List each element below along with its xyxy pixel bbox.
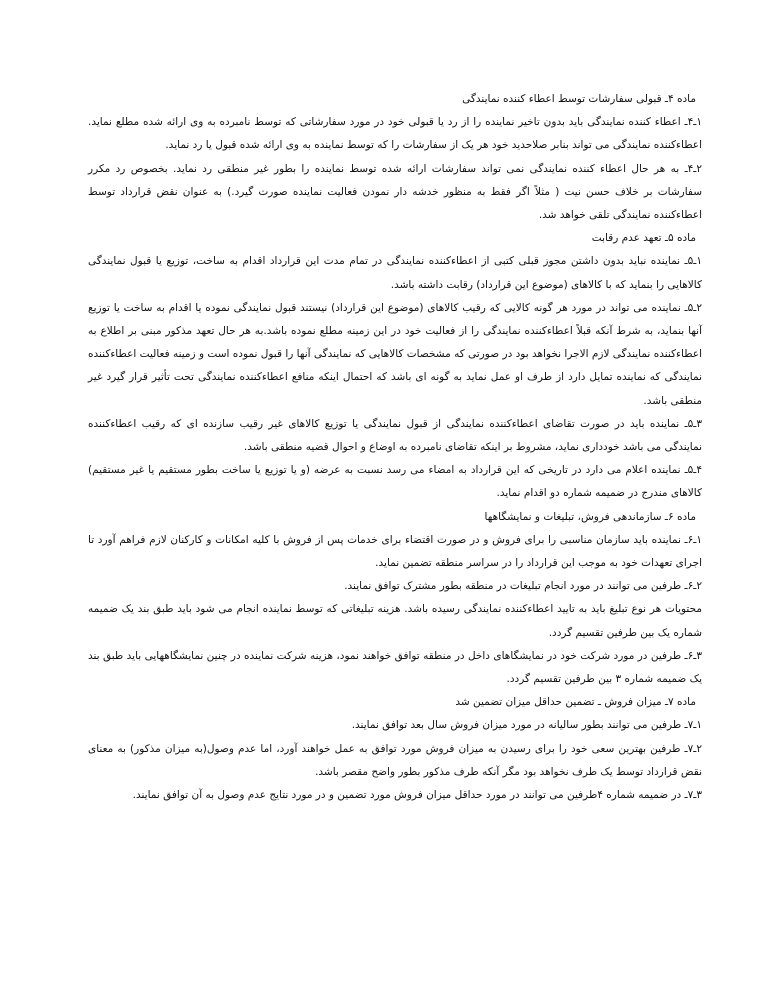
article-5-heading: ماده ۵ـ تعهد عدم رقابت [591, 232, 696, 245]
clause-5-4: ۴ـ۵ـ نماینده اعلام می دارد در تاریخی که این قرارداد به امضاء می رسد نسبت به عرضه (و یا توزیع یا ساخت بطور مستقیم یا غیر مستقیم) کالاهای مندرج در ضمیمه شماره دو اقدام نماید. [88, 464, 702, 500]
clause-7-3: ۳ـ۷ـ در ضمیمه شماره ۴طرفین می توانند در مورد حداقل میزان فروش مورد تضمین و در مورد نتایج عدم وصول به آن توافق نمایند. [132, 789, 702, 802]
clause-5-2: ۲ـ۵ـ نماینده می تواند در مورد هر گونه کالایی که رقیب کالاهای (موضوع این قرارداد) نیستند قبول نمایندگی نموده یا اقدام به ساخت یا توزیع آنها بنماید، به شرط آنکه قبلاً اعطاءکننده نمایندگی را از فعالیت خود در این زمینه مطلع نموده باشد.به هر حال تعهد مذکور مبنی بر اطلاع به اعطاءکننده نمایندگی لازم الاجرا نخواهد بود در صورتی که مشخصات کالاهایی که نمایندگی آنها را قبول نموده است و زمینه فعالیت اعطاءکننده نمایندگی که نماینده تمایل دارد از طرف او عمل نماید به گونه ای باشد که احتمال اینکه منافع اعطاءکننده نمایندگی تحت تأثیر قرار گیرد غیر منطقی باشد. [88, 301, 702, 407]
article-4-heading: ماده ۴ـ قبولی سفارشات توسط اعطاء کننده نمایندگی [462, 93, 696, 105]
document-body [88, 88, 702, 807]
article-6-heading: ماده ۶ـ سازماندهی فروش، تبلیغات و نمایشگاهها [484, 510, 696, 523]
clause-6-2: ۲ـ۶ـ طرفین می توانند در مورد انجام تبلیغات در منطقه بطور مشترک توافق نمایند. [344, 580, 702, 593]
clause-7-2: ۲ـ۷ـ طرفین بهترین سعی خود را برای رسیدن به میزان فروش مورد توافق به عمل خواهند آورد، اما عدم وصول(به میزان مذکور) به معنای نقض قرارداد توسط یک طرف نخواهد بود مگر آنکه طرف مذکور بطور واضح مقصر باشد. [88, 742, 702, 778]
clause-7-1: ۱ـ۷ـ طرفین می توانند بطور سالیانه در مورد میزان فروش سال بعد توافق نمایند. [351, 719, 702, 732]
clause-5-1: ۱ـ۵ـ نماینده نباید بدون داشتن مجوز قبلی کتبی از اعطاءکننده نمایندگی در تمام مدت این قرارداد اقدام به ساخت، توزیع یا قبول نمایندگی کالاهایی را بنماید که با کالاهای (موضوع این قرارداد) رقابت داشته باشد. [88, 255, 702, 291]
clause-4-1: ۱ـ۴ـ اعطاء کننده نمایندگی باید بدون تاخیر نماینده را از رد یا قبولی خود در مورد سفارشاتی که توسط نامبرده به وی ارائه شده مطلع نماید. اعطاءکننده نمایندگی می تواند بنابر صلاحدید خود هر یک از سفارشات را که توسط نماینده به وی ارائه شده قبول یا رد نماید. [88, 116, 702, 152]
clause-4-2: ۲ـ۴ـ به هر حال اعطاء کننده نمایندگی نمی تواند سفارشات ارائه شده توسط نماینده را بطور غیر منطقی رد نماید. بخصوص رد مکرر سفارشات بر خلاف حسن نیت ( مثلاً اگر فقط به منظور خدشه دار نمودن فعالیت نماینده صورت گیرد.) به عنوان نقض قرارداد توسط اعطاءکننده نمایندگی تلقی خواهد شد. [88, 162, 702, 222]
clause-6-3: ۳ـ۶ـ طرفین در مورد شرکت خود در نمایشگاهای داخل در منطقه توافق خواهند نمود، هزینه شرکت نماینده در چنین نمایشگاههایی باید طبق بند یک ضمیمه شماره ۳ بین طرفین تقسیم گردد. [88, 649, 702, 686]
clause-6-2-continued: محتویات هر نوع تبلیغ باید به تایید اعطاءکننده نمایندگی رسیده باشد. هزینه تبلیغاتی که توسط نماینده انجام می شود باید طبق بند یک ضمیمه شماره یک بین طرفین تقسیم گردد. [88, 603, 702, 639]
clause-5-3: ۳ـ۵ـ نماینده باید در صورت تقاضای اعطاءکننده نمایندگی از قبول نمایندگی یا توزیع کالاهای غیر رقیب سازنده ای که رقیب اعطاءکننده نمایندگی می باشد خودداری نماید، مشروط بر اینکه تقاضای نامبرده به اوضاع و احوال قضیه منطقی باشد. [88, 417, 702, 454]
clause-6-1: ۱ـ۶ـ نماینده باید سازمان مناسبی را برای فروش و در صورت اقتضاء برای خدمات پس از فروش با کلیه امکانات و کارکنان لازم فراهم آورد تا اجرای تعهدات خود به موجب این قرارداد را در سراسر منطقه تضمین نماید. [88, 533, 702, 570]
article-7-heading: ماده ۷ـ میزان فروش ـ تضمین حداقل میزان تضمین شد [455, 696, 696, 709]
